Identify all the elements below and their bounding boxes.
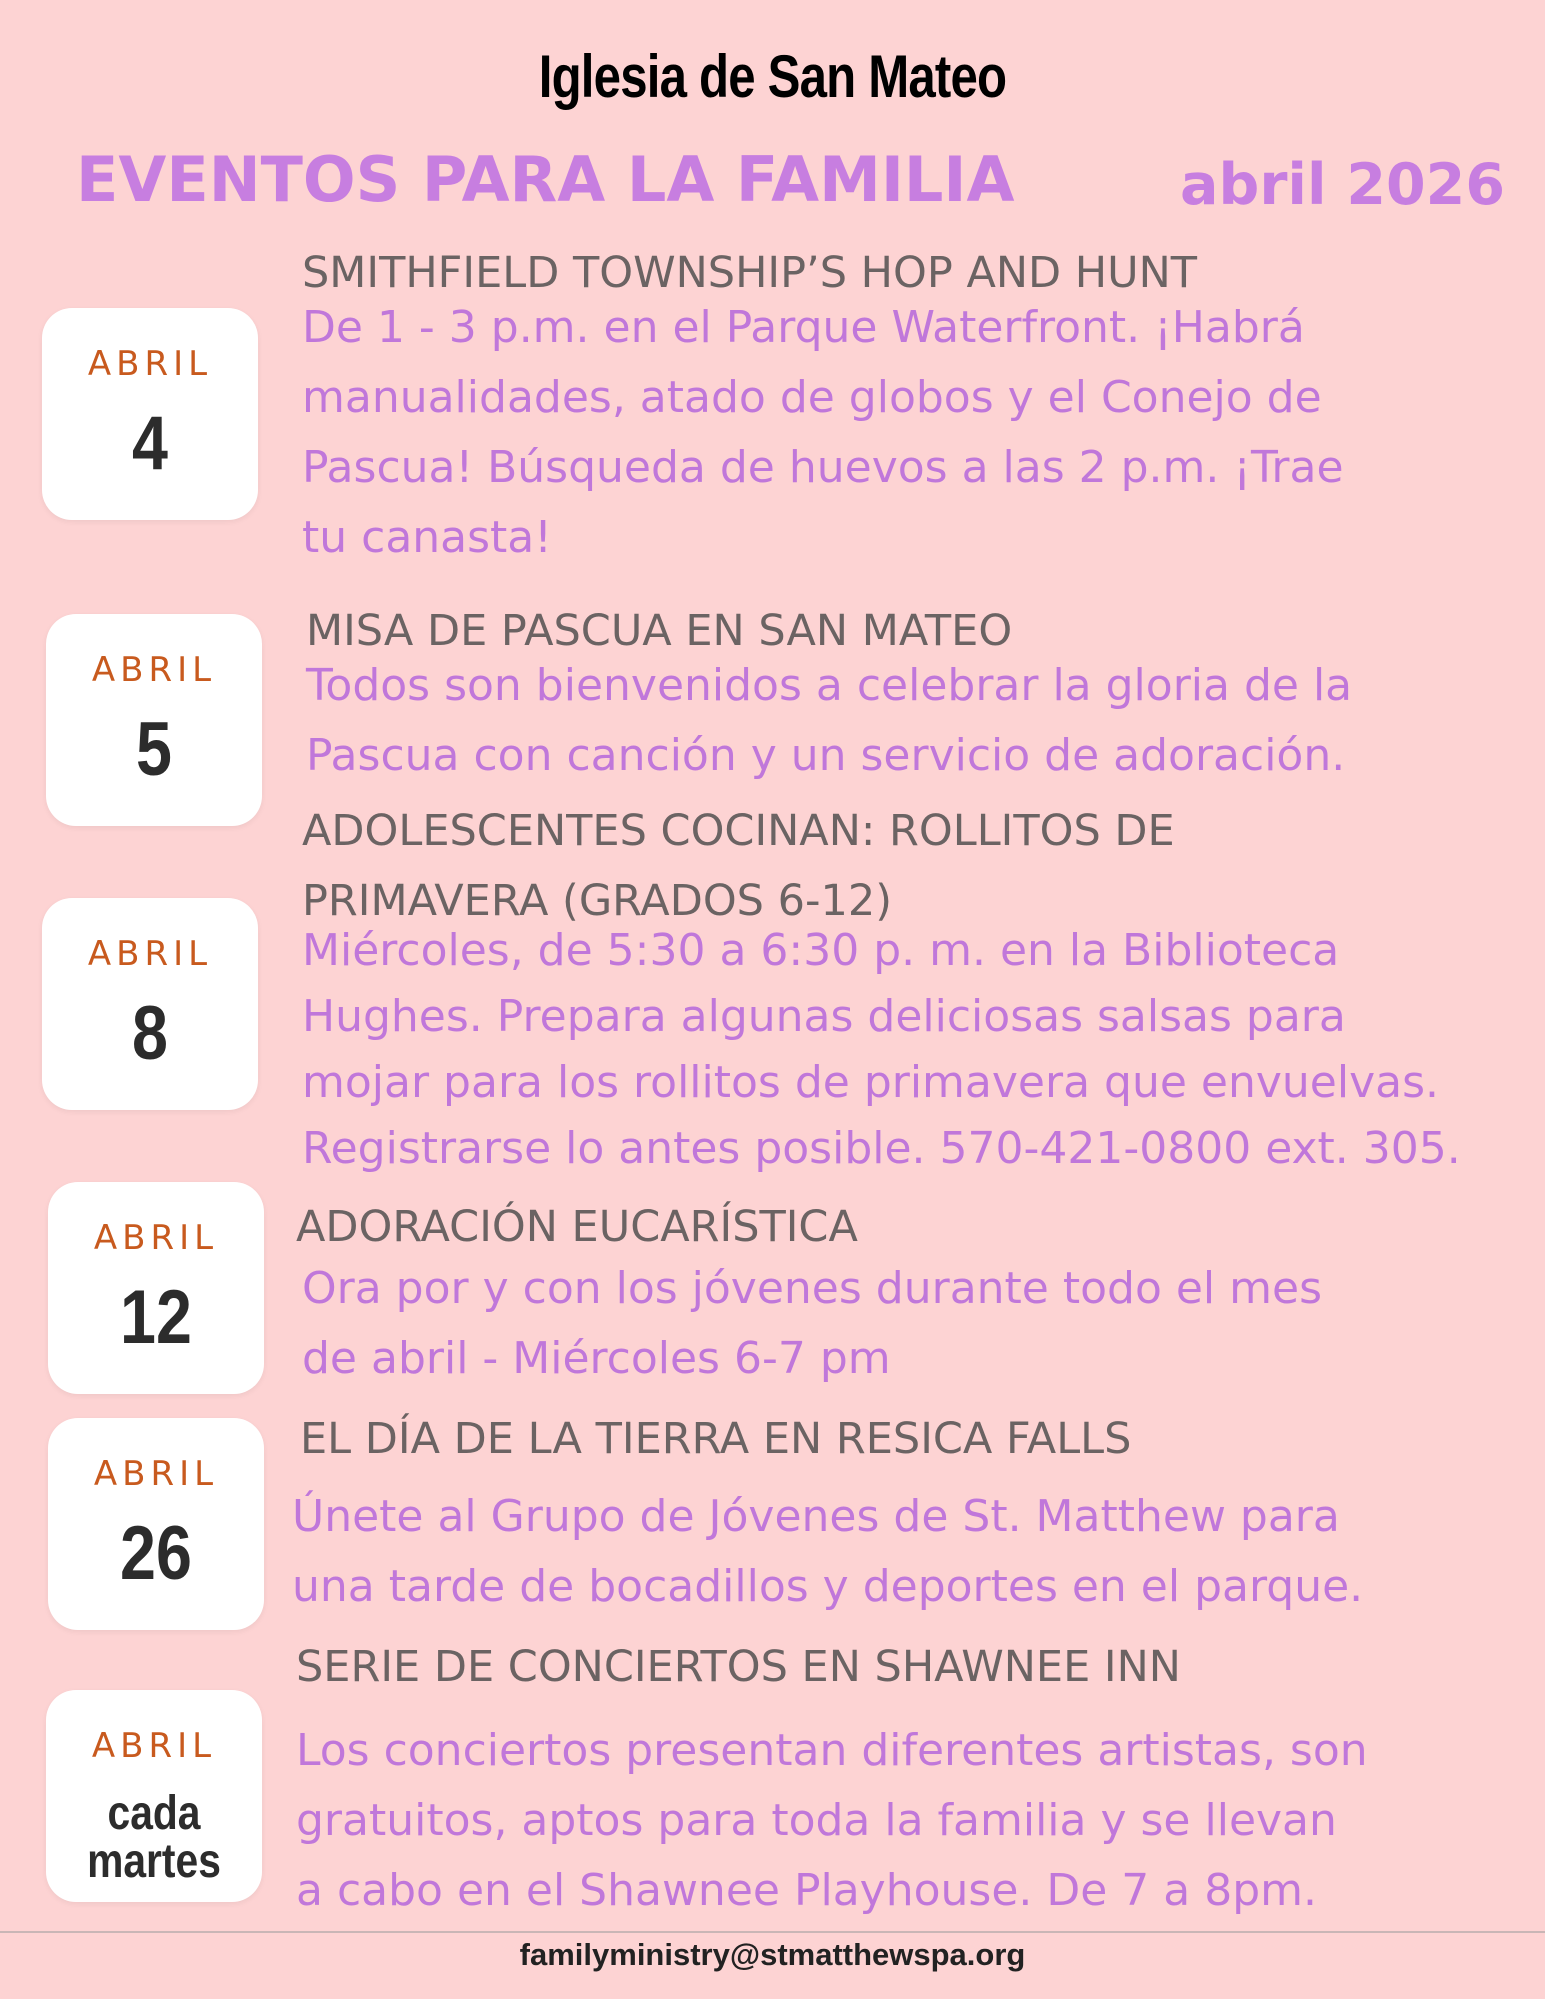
date-month-label: ABRIL <box>93 1454 219 1494</box>
footer-email[interactable]: familyministry@stmatthewspa.org <box>519 1937 1026 1972</box>
event-desc-line: Únete al Grupo de Jóvenes de St. Matthew para <box>292 1491 1340 1542</box>
date-card <box>48 1182 264 1394</box>
event-desc-line: De 1 - 3 p.m. en el Parque Waterfront. ¡Habrá <box>302 302 1305 353</box>
event-title: SERIE DE CONCIERTOS EN SHAWNEE INN <box>296 1642 1181 1692</box>
event-desc-line: gratuitos, aptos para toda la familia y se llevan <box>296 1795 1337 1846</box>
event-desc-line: Pascua! Búsqueda de huevos a las 2 p.m. ¡Trae <box>302 442 1344 493</box>
date-month-label: ABRIL <box>91 650 217 690</box>
event-title: ADOLESCENTES COCINAN: ROLLITOS DE <box>302 806 1175 856</box>
event-title: ADORACIÓN EUCARÍSTICA <box>296 1202 858 1252</box>
event-desc-line: una tarde de bocadillos y deportes en el parque. <box>292 1561 1364 1612</box>
date-card <box>46 1690 262 1902</box>
date-card <box>42 308 258 520</box>
event-desc-line: tu canasta! <box>302 512 552 563</box>
event-desc-line: Miércoles, de 5:30 a 6:30 p. m. en la Biblioteca <box>302 925 1340 976</box>
date-card <box>42 898 258 1110</box>
event-desc-line: Los conciertos presentan diferentes artistas, son <box>296 1725 1368 1776</box>
date-day: 8 <box>132 991 168 1076</box>
event-desc-line: manualidades, atado de globos y el Conejo de <box>302 372 1322 423</box>
date-day-line: cada <box>107 1787 201 1840</box>
month-title: abril 2026 <box>1180 152 1505 218</box>
date-day-line: martes <box>87 1835 221 1888</box>
event-desc-line: Registrarse lo antes posible. 570-421-0800 ext. 305. <box>302 1123 1461 1174</box>
date-day: 4 <box>132 401 168 486</box>
event-desc-line: de abril - Miércoles 6-7 pm <box>302 1333 891 1384</box>
date-day: 26 <box>120 1511 192 1596</box>
event-desc-line: a cabo en el Shawnee Playhouse. De 7 a 8pm. <box>296 1865 1318 1916</box>
event-desc-line: Pascua con canción y un servicio de adoración. <box>306 730 1346 781</box>
event-title: PRIMAVERA (GRADOS 6-12) <box>302 876 892 926</box>
event-title: MISA DE PASCUA EN SAN MATEO <box>306 606 1013 656</box>
date-day: 12 <box>120 1275 192 1360</box>
event-desc-line: Hughes. Prepara algunas deliciosas salsas para <box>302 991 1346 1042</box>
date-month-label: ABRIL <box>87 934 213 974</box>
date-card <box>46 614 262 826</box>
event-desc-line: mojar para los rollitos de primavera que envuelvas. <box>302 1057 1439 1108</box>
event-desc-line: Ora por y con los jóvenes durante todo el mes <box>302 1263 1322 1314</box>
date-month-label: ABRIL <box>87 344 213 384</box>
date-day: 5 <box>136 707 172 792</box>
event-title: EL DÍA DE LA TIERRA EN RESICA FALLS <box>300 1414 1132 1464</box>
page-title: EVENTOS PARA LA FAMILIA <box>76 143 1015 216</box>
date-card <box>48 1418 264 1630</box>
date-month-label: ABRIL <box>93 1218 219 1258</box>
event-title: SMITHFIELD TOWNSHIP’S HOP AND HUNT <box>302 248 1198 298</box>
date-day <box>62 1787 246 1888</box>
footer-divider <box>0 1931 1545 1933</box>
event-desc-line: Todos son bienvenidos a celebrar la gloria de la <box>306 660 1353 711</box>
date-month-label: ABRIL <box>91 1726 217 1766</box>
church-title: Iglesia de San Mateo <box>538 43 1007 110</box>
